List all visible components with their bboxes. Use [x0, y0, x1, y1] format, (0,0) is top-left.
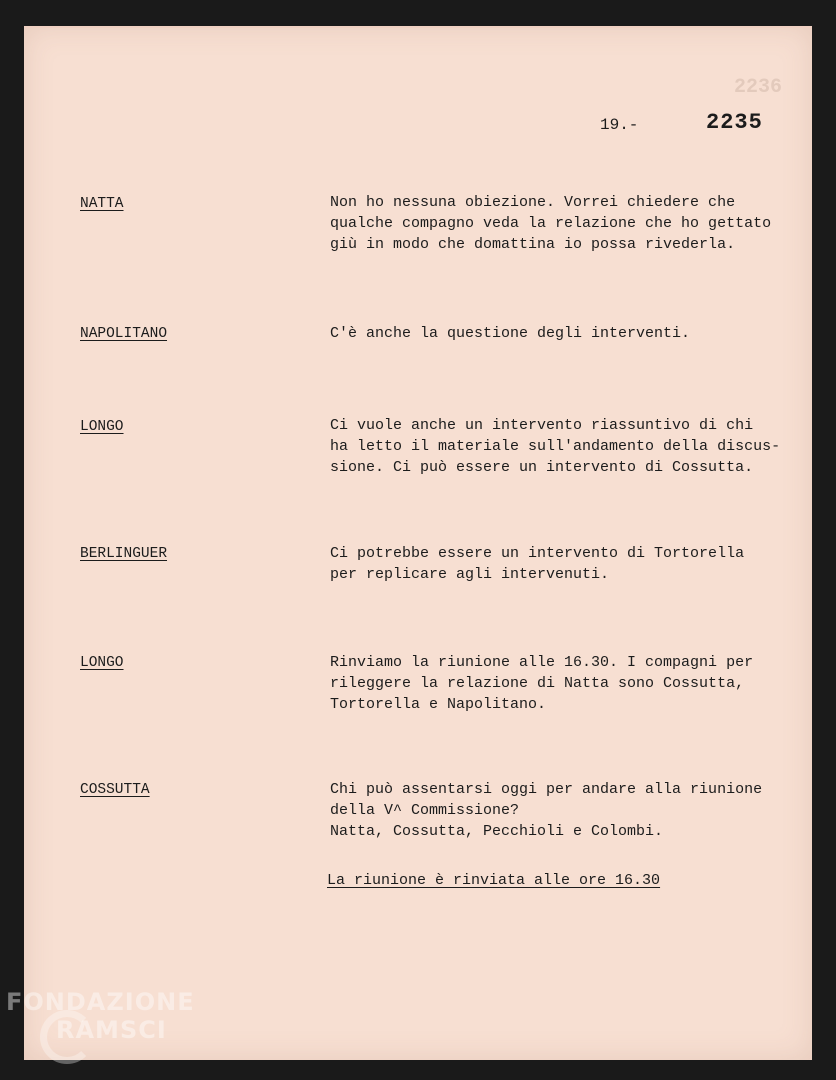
page-edge: [24, 26, 812, 28]
page-number: 19.-: [600, 116, 639, 134]
speech-longo-1: Ci vuole anche un intervento riassuntivo di chi ha letto il materiale sull'andamento della discus- sione. Ci può essere un intervento di Cossutta.: [330, 417, 781, 476]
speaker-cossutta: COSSUTTA: [80, 782, 150, 798]
closing-note: La riunione è rinviata alle ore 16.30: [327, 872, 661, 889]
speech-natta: Non ho nessuna obiezione. Vorrei chiedere che qualche compagno veda la relazione che ho gettato giù in modo che domattina io possa rivederla.: [330, 194, 772, 253]
speaker-longo-1: LONGO: [80, 419, 124, 435]
speech-longo-2: Rinviamo la riunione alle 16.30. I compagni per rileggere la relazione di Natta sono Cossutta, Tortorella e Napolitano.: [330, 654, 754, 713]
speaker-napolitano: NAPOLITANO: [80, 326, 168, 342]
speaker-berlinguer: BERLINGUER: [80, 546, 168, 562]
speaker-longo-2: LONGO: [80, 655, 124, 671]
speech-napolitano: C'è anche la questione degli interventi.: [330, 325, 691, 342]
document-number: 2235: [706, 110, 763, 135]
watermark-line2: RAMSCI: [56, 1016, 167, 1044]
speech-cossutta: Chi può assentarsi oggi per andare alla riunione della V^ Commissione? Natta, Cossutta, Pecchioli e Colombi.: [330, 781, 763, 840]
page-header: [0, 110, 836, 140]
watermark-line1: FONDAZIONE: [6, 988, 195, 1016]
bleed-through-number: 2236: [734, 76, 783, 99]
speech-berlinguer: Ci potrebbe essere un intervento di Tortorella per replicare agli intervenuti.: [330, 545, 745, 583]
speaker-natta: NATTA: [80, 196, 124, 212]
watermark: [6, 988, 195, 1044]
